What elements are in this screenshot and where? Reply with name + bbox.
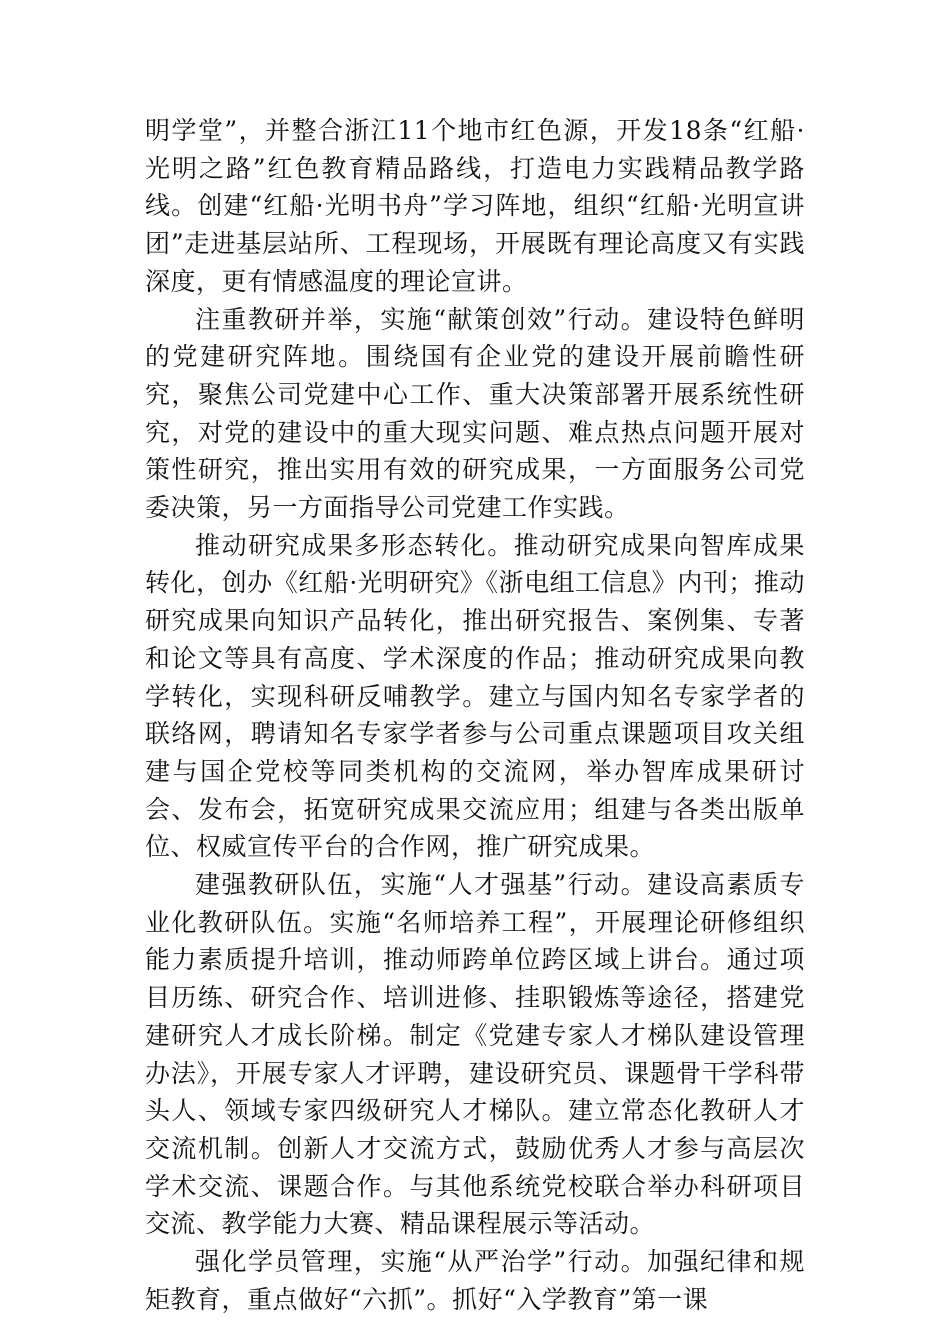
paragraph-2: 注重教研并举，实施“献策创效”行动。建设特色鲜明的党建研究阵地。围绕国有企业党的建设开展前瞻性研究，聚焦公司党建中心工作、重大决策部署开展系统性研究，对党的建设中的重大现实问题、难点热点问题开展对策性研究，推出实用有效的研究成果，一方面服务公司党委决策，另一方面指导公司党建工作实践。 bbox=[145, 304, 805, 523]
paragraph-1: 明学堂”，并整合浙江11个地市红色源，开发18条“红船·光明之路”红色教育精品路线，打造电力实践精品教学路线。创建“红船·光明书舟”学习阵地，组织“红船·光明宣讲团”走进基层站所、工程现场，开展既有理论高度又有实践深度，更有情感温度的理论宣讲。 bbox=[145, 116, 805, 296]
paragraph-4: 建强教研队伍，实施“人才强基”行动。建设高素质专业化教研队伍。实施“名师培养工程”，开展理论研修组织能力素质提升培训，推动师跨单位跨区域上讲台。通过项目历练、研究合作、培训进修、挂职锻炼等途径，搭建党建研究人才成长阶梯。制定《党建专家人才梯队建设管理办法》，开展专家人才评聘，建设研究员、课题骨干学科带头人、领域专家四级研究人才梯队。建立常态化教研人才交流机制。创新人才交流方式，鼓励优秀人才参与高层次学术交流、课题合作。与其他系统党校联合举办科研项目交流、教学能力大赛、精品课程展示等活动。 bbox=[145, 870, 805, 1239]
document-page bbox=[145, 112, 805, 1319]
paragraph-5: 强化学员管理，实施“从严治学”行动。加强纪律和规矩教育，重点做好“六抓”。抓好“入学教育”第一课 bbox=[145, 1247, 805, 1314]
paragraph-3: 推动研究成果多形态转化。推动研究成果向智库成果转化，创办《红船·光明研究》《浙电组工信息》内刊；推动研究成果向知识产品转化，推出研究报告、案例集、专著和论文等具有高度、学术深度的作品；推动研究成果向教学转化，实现科研反哺教学。建立与国内知名专家学者的联络网，聘请知名专家学者参与公司重点课题项目攻关组建与国企党校等同类机构的交流网，举办智库成果研讨会、发布会，拓宽研究成果交流应用；组建与各类出版单位、权威宣传平台的合作网，推广研究成果。 bbox=[145, 530, 805, 862]
